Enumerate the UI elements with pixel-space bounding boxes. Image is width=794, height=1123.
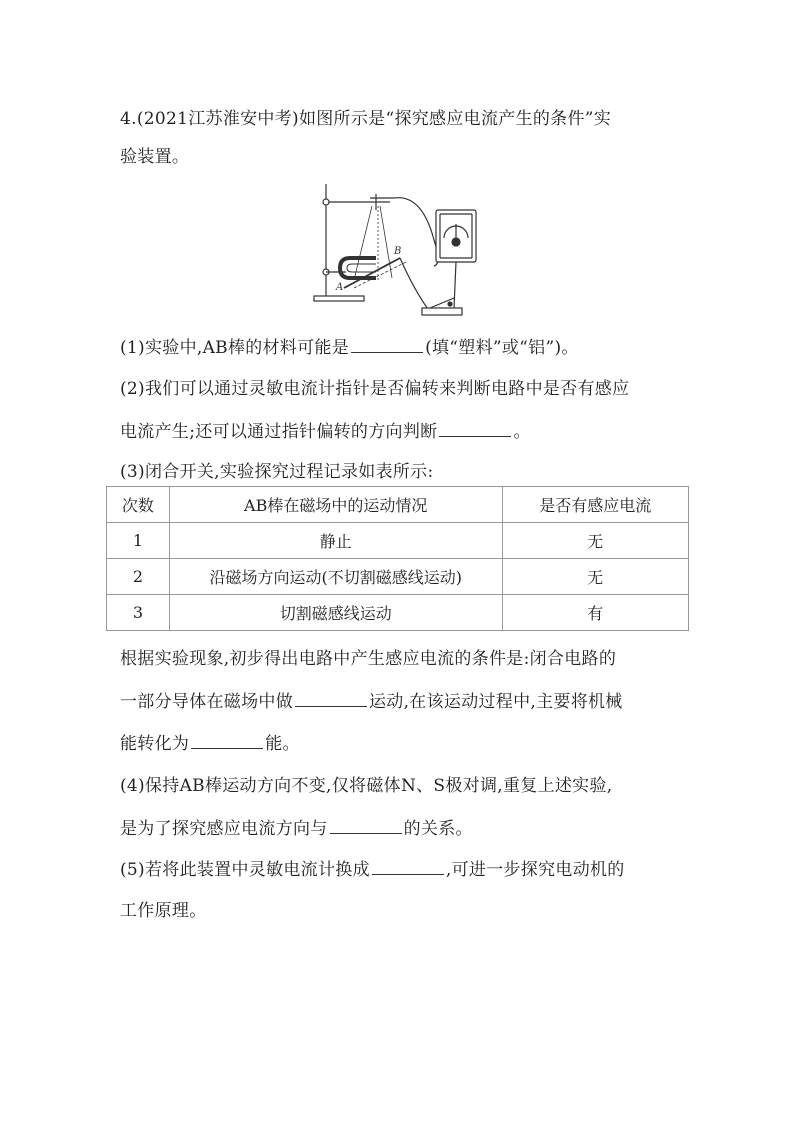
table-cell: 3 [107, 595, 170, 631]
answer-blank-5[interactable] [330, 817, 402, 834]
apparatus-figure [310, 180, 478, 328]
table-header-row [107, 487, 689, 523]
answer-blank-2[interactable] [439, 420, 511, 437]
conclusion-line-2: 一部分导体在磁场中做 运动,在该运动过程中,主要将机械 [120, 692, 623, 712]
part-5-line-1: (5)若将此装置中灵敏电流计换成 ,可进一步探究电动机的 [120, 860, 625, 880]
table-cell: 静止 [169, 523, 502, 559]
part-1: (1)实验中,AB棒的材料可能是 (填“塑料”或“铝”)。 [120, 338, 579, 358]
experiment-table [106, 486, 689, 631]
table-header: 次数 [107, 487, 170, 523]
table-row [107, 523, 689, 559]
answer-blank-1[interactable] [351, 336, 423, 353]
label-a: A [336, 282, 344, 293]
question-line-2: 验装置。 [120, 147, 190, 167]
part-2-line-2: 电流产生;还可以通过指针偏转的方向判断 。 [120, 422, 531, 442]
conclusion-line-1: 根据实验现象,初步得出电路中产生感应电流的条件是:闭合电路的 [120, 649, 617, 669]
part-4-line-1: (4)保持AB棒运动方向不变,仅将磁体N、S极对调,重复上述实验, [120, 776, 613, 796]
table-header: 是否有感应电流 [502, 487, 688, 523]
question-line-1: 4.(2021江苏淮安中考)如图所示是“探究感应电流产生的条件”实 [120, 109, 612, 129]
answer-blank-6[interactable] [372, 858, 444, 875]
table-cell: 沿磁场方向运动(不切割磁感线运动) [169, 559, 502, 595]
conclusion-line-3: 能转化为 能。 [120, 734, 300, 754]
label-b: B [394, 246, 402, 257]
table-cell: 有 [502, 595, 688, 631]
table-cell: 切割磁感线运动 [169, 595, 502, 631]
table-cell: 无 [502, 523, 688, 559]
part-5-line-2: 工作原理。 [120, 901, 207, 921]
part-4-line-2: 是为了探究感应电流方向与 的关系。 [120, 819, 473, 839]
part-3: (3)闭合开关,实验探究过程记录如表所示: [120, 462, 434, 482]
table-cell: 无 [502, 559, 688, 595]
table-cell: 2 [107, 559, 170, 595]
table-header: AB棒在磁场中的运动情况 [169, 487, 502, 523]
answer-blank-3[interactable] [295, 690, 367, 707]
table-cell: 1 [107, 523, 170, 559]
table-row [107, 595, 689, 631]
part-2-line-1: (2)我们可以通过灵敏电流计指针是否偏转来判断电路中是否有感应 [120, 379, 630, 399]
table-row [107, 559, 689, 595]
answer-blank-4[interactable] [191, 732, 263, 749]
